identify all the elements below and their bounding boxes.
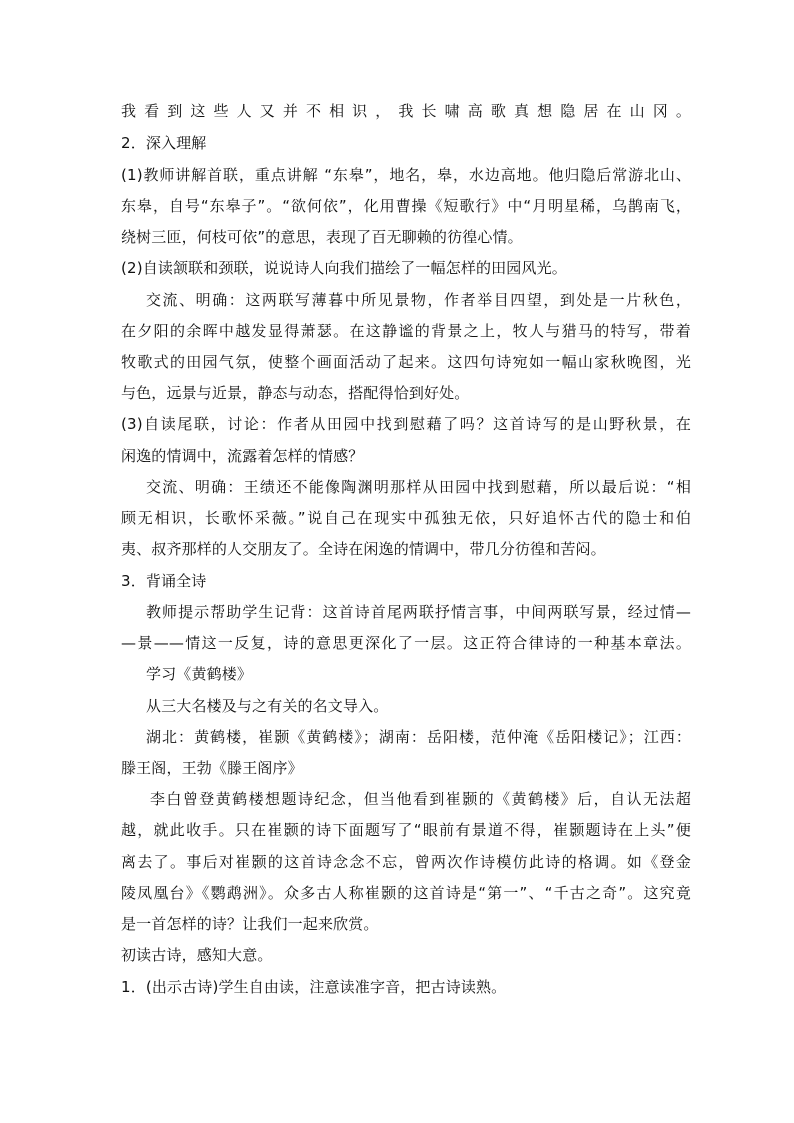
paragraph-line: 李白曾登黄鹤楼想题诗纪念，但当他看到崔颢的《黄鹤楼》后，自认无法超 xyxy=(150,790,691,808)
paragraph-line: (1)教师讲解首联，重点讲解 “东皋”，地名，皋，水边高地。他归隐后常游北山、 xyxy=(121,166,691,184)
paragraph-line: 初读古诗，感知大意。 xyxy=(121,946,273,964)
paragraph-line: 交流、明确：王绩还不能像陶渊明那样从田园中找到慰藉，所以最后说：“相 xyxy=(146,478,691,496)
paragraph-line: (2)自读颔联和颈联，说说诗人向我们描绘了一幅怎样的田园风光。 xyxy=(121,259,567,277)
paragraph-line: 学习《黄鹤楼》 xyxy=(146,665,253,683)
paragraph-line: 交流、明确：这两联写薄暮中所见景物，作者举目四望，到处是一片秋色， xyxy=(146,291,691,309)
paragraph-line: 绕树三匝，何枝可依”的意思，表现了百无聊赖的彷徨心情。 xyxy=(121,228,523,246)
paragraph-line: 我看到这些人又并不相识，我长啸高歌真想隐居在山冈。 xyxy=(121,102,691,120)
paragraph-line: 闲逸的情调中，流露着怎样的情感？ xyxy=(121,447,364,465)
paragraph-line: 教师提示帮助学生记背：这首诗首尾两联抒情言事，中间两联写景，经过情— xyxy=(146,603,691,621)
paragraph-line: (3)自读尾联，讨论：作者从田园中找到慰藉了吗？这首诗写的是山野秋景，在 xyxy=(121,415,691,433)
paragraph-line: 离去了。事后对崔颢的这首诗念念不忘，曾两次作诗模仿此诗的格调。如《登金 xyxy=(121,853,691,871)
paragraph-line: 与色，远景与近景，静态与动态，搭配得恰到好处。 xyxy=(121,384,470,402)
paragraph-line: 顾无相识，长歌怀采薇。”说自己在现实中孤独无依，只好追怀古代的隐士和伯 xyxy=(121,509,691,527)
paragraph-line: 牧歌式的田园气氛，使整个画面活动了起来。这四句诗宛如一幅山家秋晚图，光 xyxy=(121,353,691,371)
section-heading: 2．深入理解 xyxy=(121,134,207,152)
paragraph-line: 从三大名楼及与之有关的名文导入。 xyxy=(146,697,389,715)
paragraph-line: —景——情这一反复，诗的意思更深化了一层。这正符合律诗的一种基本章法。 xyxy=(121,634,691,652)
paragraph-line: 滕王阁，王勃《滕王阁序》 xyxy=(121,759,303,777)
paragraph-line: 1．(出示古诗)学生自由读，注意读准字音，把古诗读熟。 xyxy=(121,978,507,996)
paragraph-line: 陵凤凰台》《鹦鹉洲》。众多古人称崔颢的这首诗是“第一”、“千古之奇”。这究竟 xyxy=(121,884,691,902)
paragraph-line: 夷、叔齐那样的人交朋友了。全诗在闲逸的情调中，带几分彷徨和苦闷。 xyxy=(121,540,606,558)
paragraph-line: 越，就此收手。只在崔颢的诗下面题写了“眼前有景道不得，崔颢题诗在上头”便 xyxy=(121,821,691,839)
paragraph-line: 东皋，自号“东皋子”。“欲何依”，化用曹操《短歌行》中“月明星稀，乌鹊南飞， xyxy=(121,197,691,215)
paragraph-line: 湖北：黄鹤楼，崔颢《黄鹤楼》；湖南：岳阳楼，范仲淹《岳阳楼记》；江西： xyxy=(146,728,691,746)
paragraph-line: 在夕阳的余晖中越发显得萧瑟。在这静谧的背景之上，牧人与猎马的特写，带着 xyxy=(121,322,691,340)
paragraph-line: 是一首怎样的诗？让我们一起来欣赏。 xyxy=(121,915,379,933)
section-heading: 3．背诵全诗 xyxy=(121,572,207,590)
